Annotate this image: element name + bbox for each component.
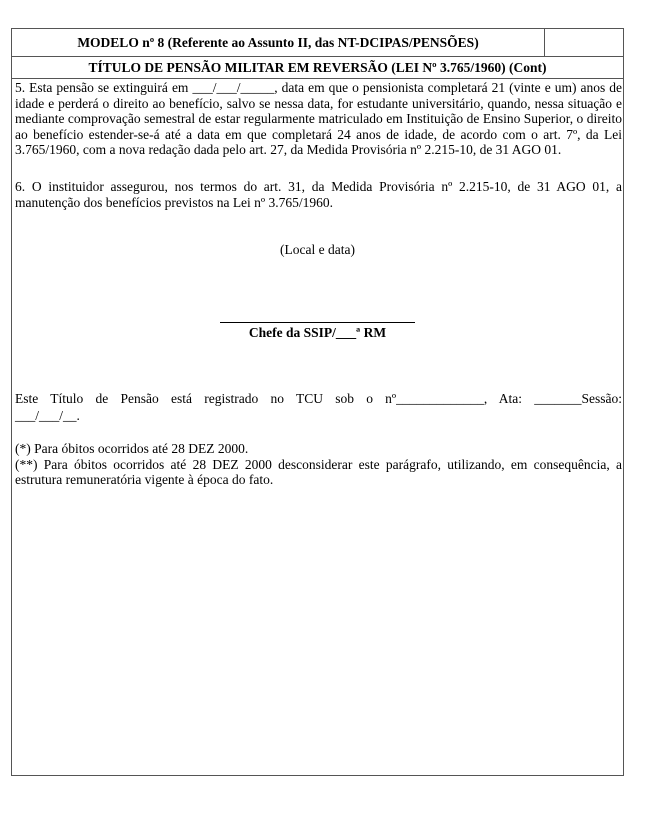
tcu-registration-line: Este Título de Pensão está registrado no TCU sob o nº_____________, Ata: _______Sessão: (15, 391, 622, 406)
footnote-1: (*) Para óbitos ocorridos até 28 DEZ 2000. (15, 441, 249, 456)
footnote-2: (**) Para óbitos ocorridos até 28 DEZ 2000 desconsiderar este parágrafo, utilizando, em consequência, a estrutura remuneratória vigente à época do fato. (15, 456, 622, 487)
signature-label: Chefe da SSIP/___ª RM (248, 325, 387, 340)
place-and-date: (Local e data) (280, 242, 355, 257)
paragraph-6: 6. O instituidor assegurou, nos termos do art. 31, da Medida Provisória nº 2.215-10, de 31 AGO 01, a manutenção dos benefícios previstos na Lei nº 3.765/1960. (15, 179, 622, 210)
header-row (12, 29, 623, 57)
paragraph-5: 5. Esta pensão se extinguirá em ___/___/_____, data em que o pensionista completará 21 (vinte e um) anos de idade e perderá o direito ao benefício, salvo se nessa data, for estudante universitário, quando, nessa situação e mediante comprovação semestral de estar regularmente matriculado em Instituição de Ensino Superior, o direito ao benefício estender-se-á até a data em que completará 24 anos de idade, de acordo com o art. 7º, da Lei 3.765/1960, com a nova redação dada pelo art. 27, da Medida Provisória nº 2.215-10, de 31 AGO 01. (15, 80, 622, 157)
footnotes (15, 441, 622, 488)
signature-line (220, 322, 415, 323)
document-frame (11, 28, 624, 776)
document-subtitle: TÍTULO DE PENSÃO MILITAR EM REVERSÃO (LEI Nº 3.765/1960) (Cont) (12, 57, 623, 79)
header-empty-cell (545, 29, 623, 56)
tcu-registration-date: ___/___/__. (15, 408, 80, 423)
model-title: MODELO nº 8 (Referente ao Assunto II, das NT-DCIPAS/PENSÕES) (12, 29, 545, 56)
